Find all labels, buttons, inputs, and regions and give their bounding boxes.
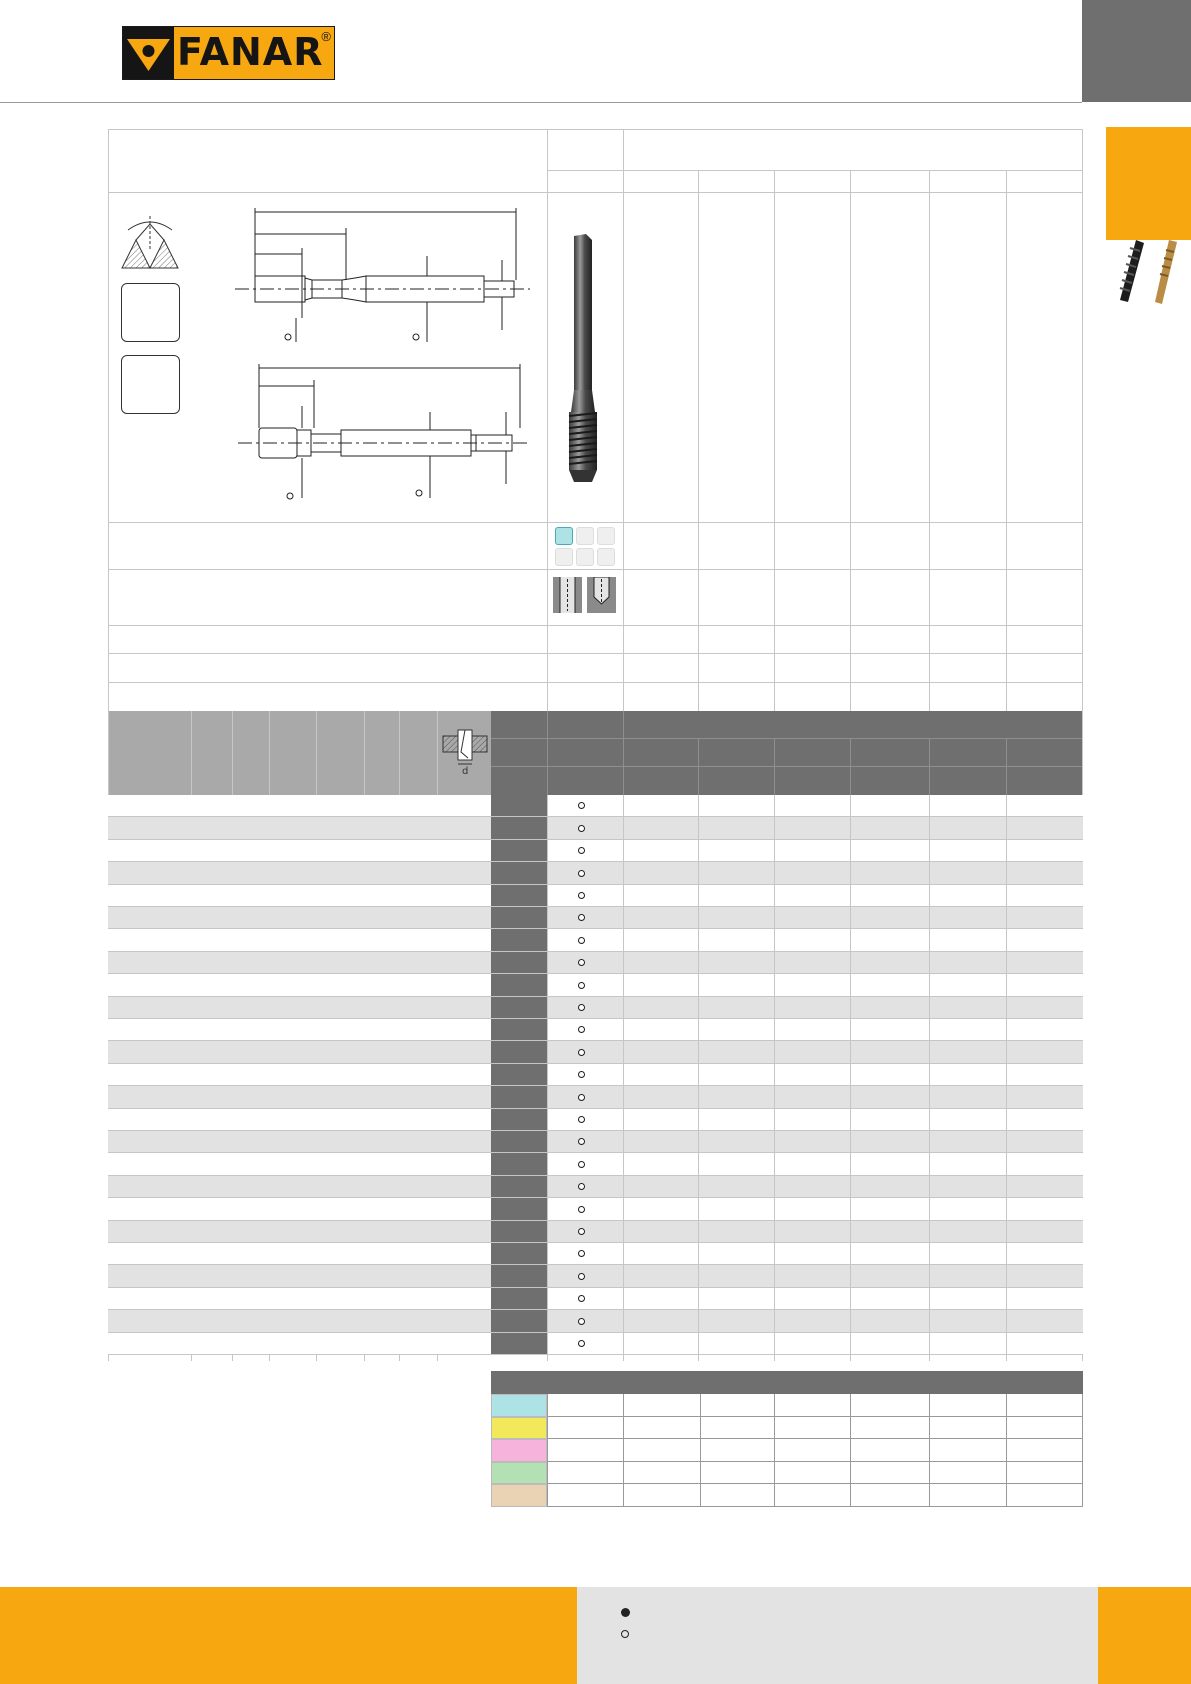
ring-marker-icon [578, 1116, 585, 1123]
svg-text:d: d [462, 766, 469, 777]
ring-marker-icon [578, 870, 585, 877]
row-key-cell [491, 1019, 547, 1041]
row-key-cell [491, 1221, 547, 1243]
ring-marker-icon [578, 802, 585, 809]
ring-marker-icon [578, 1183, 585, 1190]
thread-profile-icon [120, 210, 182, 270]
row-key-cell [491, 1109, 547, 1131]
table-row [108, 1243, 1083, 1265]
table-row [108, 907, 1083, 929]
tap-thumbnail-image [1108, 240, 1191, 310]
table-row [108, 952, 1083, 974]
tolerance-box-icon [121, 355, 180, 414]
ring-marker-icon [578, 1273, 585, 1280]
ring-marker-icon [578, 825, 585, 832]
material-square-active [555, 527, 573, 545]
table-row [108, 1198, 1083, 1221]
ring-marker-icon [578, 1295, 585, 1302]
coating-box-icon [121, 283, 180, 342]
legend-head-left [491, 1371, 547, 1394]
table-row [108, 840, 1083, 862]
row-key-cell [491, 1131, 547, 1153]
table-row [108, 1131, 1083, 1153]
row-key-cell [491, 1265, 547, 1288]
material-group-swatch [491, 1394, 547, 1417]
footer-right [1098, 1587, 1191, 1684]
table-row [108, 817, 1083, 840]
row-key-cell [491, 1288, 547, 1310]
material-square [597, 527, 615, 545]
table-row [108, 1064, 1083, 1086]
registered-mark: ® [321, 29, 331, 44]
ring-marker-icon [578, 1004, 585, 1011]
table-row [108, 1176, 1083, 1198]
table-row [108, 1153, 1083, 1176]
table-row [108, 1019, 1083, 1041]
table-row [108, 1288, 1083, 1310]
table-head-right [491, 711, 1083, 795]
table-row [108, 997, 1083, 1019]
row-key-cell [491, 1198, 547, 1221]
row-key-cell [491, 1086, 547, 1109]
ring-dot-icon [621, 1630, 629, 1638]
table-row [108, 1333, 1083, 1355]
table-row [108, 885, 1083, 907]
material-square [576, 548, 594, 566]
table-row [108, 1109, 1083, 1131]
tap-drawing-upper [230, 200, 540, 350]
through-hole-icon [553, 577, 582, 613]
ring-marker-icon [578, 959, 585, 966]
row-key-cell [491, 862, 547, 885]
table-head-left [108, 711, 491, 795]
filled-dot-icon [621, 1608, 630, 1617]
material-square [597, 548, 615, 566]
table-row [108, 974, 1083, 997]
row-key-cell [491, 885, 547, 907]
row-key-cell [491, 1333, 547, 1355]
blind-hole-icon [587, 577, 616, 613]
material-selector-grid [554, 526, 616, 566]
v-arrow-icon [123, 27, 174, 79]
ring-marker-icon [578, 1228, 585, 1235]
ring-marker-icon [578, 914, 585, 921]
table-row [108, 929, 1083, 952]
ring-marker-icon [578, 1206, 585, 1213]
row-key-cell [491, 952, 547, 974]
brand-name: FANAR [177, 30, 324, 74]
header-corner-block [1082, 0, 1191, 102]
material-square [576, 527, 594, 545]
ring-marker-icon [578, 1250, 585, 1257]
tap-tool-image [558, 230, 608, 490]
row-key-cell [491, 817, 547, 840]
table-row [108, 1310, 1083, 1333]
ring-marker-icon [578, 1094, 585, 1101]
legend-head-right [547, 1371, 1083, 1394]
ring-marker-icon [578, 1071, 585, 1078]
ring-marker-icon [578, 847, 585, 854]
ring-marker-icon [578, 1318, 585, 1325]
ring-marker-icon [578, 1161, 585, 1168]
row-key-cell [491, 1310, 547, 1333]
ring-marker-icon [578, 982, 585, 989]
bore-hole-diagram-icon [441, 728, 489, 778]
side-tab [1106, 127, 1191, 240]
ring-marker-icon [578, 1049, 585, 1056]
row-key-cell [491, 840, 547, 862]
table-row [108, 862, 1083, 885]
table-row [108, 1265, 1083, 1288]
table-row [108, 795, 1083, 817]
footer-legend [577, 1587, 1098, 1684]
ring-marker-icon [578, 1026, 585, 1033]
row-key-cell [491, 997, 547, 1019]
fanar-logo [122, 26, 335, 80]
row-key-cell [491, 1176, 547, 1198]
row-key-cell [491, 1041, 547, 1064]
material-square [555, 548, 573, 566]
material-group-swatch [491, 1484, 547, 1507]
material-group-swatch [491, 1462, 547, 1484]
row-key-cell [491, 1243, 547, 1265]
row-key-cell [491, 929, 547, 952]
material-group-swatch [491, 1439, 547, 1462]
table-row [108, 1221, 1083, 1243]
material-group-swatch [491, 1417, 547, 1439]
row-key-cell [491, 795, 547, 817]
ring-marker-icon [578, 937, 585, 944]
ring-marker-icon [578, 1340, 585, 1347]
table-row [108, 1086, 1083, 1109]
row-key-cell [491, 907, 547, 929]
row-key-cell [491, 1064, 547, 1086]
ring-marker-icon [578, 1138, 585, 1145]
row-key-cell [491, 1153, 547, 1176]
table-row [108, 1041, 1083, 1064]
header-divider [0, 102, 1082, 103]
footer-left [0, 1587, 577, 1684]
ring-marker-icon [578, 892, 585, 899]
row-key-cell [491, 974, 547, 997]
tap-drawing-lower [230, 358, 540, 508]
